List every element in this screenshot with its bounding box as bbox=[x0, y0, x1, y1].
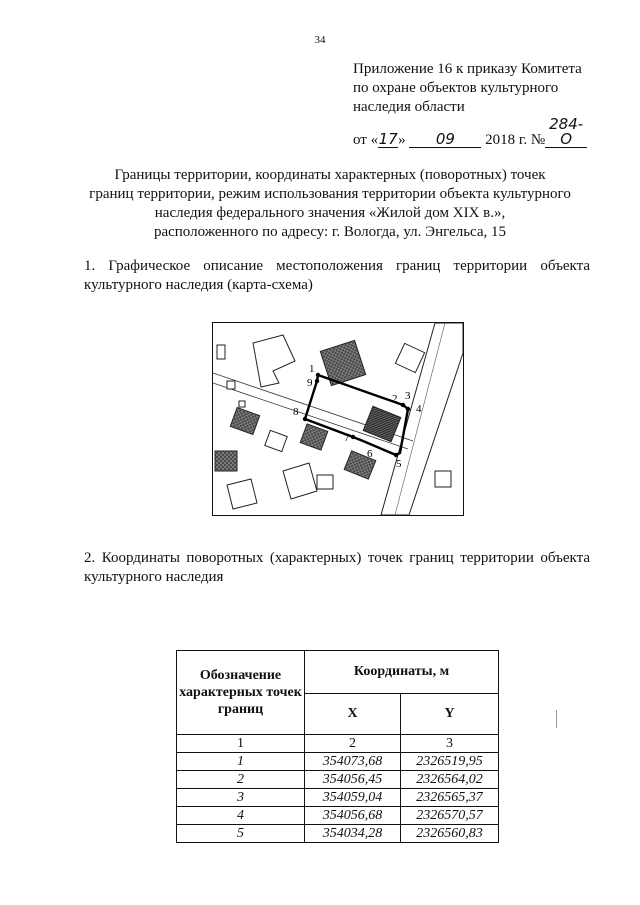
coord-y: 2326560,83 bbox=[401, 825, 499, 843]
building bbox=[317, 475, 333, 489]
point-number: 2 bbox=[177, 771, 305, 789]
section-line: 1. Графическое описание местоположения границ территории объекта bbox=[84, 258, 590, 274]
date-prefix: от « bbox=[353, 132, 379, 148]
header-coordinates: Координаты, м bbox=[305, 651, 499, 694]
point-label: 6 bbox=[367, 448, 373, 460]
point-label: 9 bbox=[307, 377, 313, 389]
point-number: 5 bbox=[177, 825, 305, 843]
coordinates-table bbox=[176, 650, 499, 843]
building-hatched bbox=[215, 451, 237, 471]
table-row bbox=[177, 771, 499, 789]
table-row bbox=[177, 789, 499, 807]
point-label: 5 bbox=[396, 458, 402, 470]
point-label: 3 bbox=[405, 390, 411, 402]
title-line: расположенного по адресу: г. Вологда, ул. Энгельса, 15 bbox=[153, 224, 507, 240]
building-hatched bbox=[300, 424, 328, 450]
building bbox=[265, 430, 287, 451]
building bbox=[395, 343, 424, 372]
date-day-suffix: » bbox=[398, 132, 406, 148]
section-line: 2. Координаты поворотных (характерных) точек границ территории объекта bbox=[84, 550, 590, 566]
title-line: Границы территории, координаты характерных (поворотных) точек bbox=[114, 167, 546, 183]
building bbox=[217, 345, 225, 359]
boundary-point bbox=[394, 453, 398, 457]
site-map-drawing bbox=[213, 323, 463, 515]
boundary-point bbox=[351, 435, 355, 439]
column-number: 2 bbox=[305, 735, 401, 753]
building bbox=[435, 471, 451, 487]
table-colnum-row bbox=[177, 735, 499, 753]
coord-y: 2326570,57 bbox=[401, 807, 499, 825]
title-line: границ территории, режим использования территории объекта культурного bbox=[89, 186, 571, 202]
point-label: 4 bbox=[416, 403, 422, 415]
document-title bbox=[60, 166, 600, 242]
handwritten-month: 09 bbox=[409, 132, 481, 148]
section-line: культурного наследия bbox=[84, 569, 224, 585]
coord-x: 354073,68 bbox=[305, 753, 401, 771]
site-map bbox=[212, 322, 464, 516]
section-line: культурного наследия (карта-схема) bbox=[84, 277, 313, 293]
header-y: Y bbox=[401, 694, 499, 735]
title-line: наследия федерального значения «Жилой дом XIX в.», bbox=[154, 205, 506, 221]
column-number: 3 bbox=[401, 735, 499, 753]
page-number: 34 bbox=[314, 34, 326, 46]
shed bbox=[227, 381, 235, 389]
boundary-point bbox=[303, 417, 307, 421]
building bbox=[253, 335, 295, 387]
table-row bbox=[177, 753, 499, 771]
boundary-point bbox=[401, 403, 405, 407]
appendix-header bbox=[353, 60, 623, 150]
point-label: 1 bbox=[309, 363, 315, 375]
point-label: 2 bbox=[392, 393, 398, 405]
coord-x: 354056,68 bbox=[305, 807, 401, 825]
boundary-point bbox=[406, 407, 410, 411]
handwritten-number: 284-О bbox=[545, 117, 587, 148]
table-row bbox=[177, 807, 499, 825]
header-designation: Обозначение характерных точек границ bbox=[177, 651, 305, 735]
heritage-building bbox=[363, 406, 401, 441]
appendix-date-line bbox=[353, 117, 623, 150]
point-number: 4 bbox=[177, 807, 305, 825]
building-hatched bbox=[230, 407, 259, 434]
section-2-heading bbox=[84, 549, 590, 587]
coord-x: 354034,28 bbox=[305, 825, 401, 843]
date-year: 2018 г. № bbox=[485, 132, 546, 148]
building bbox=[283, 463, 317, 499]
appendix-line: Приложение 16 к приказу Комитета bbox=[353, 61, 582, 77]
coord-y: 2326564,02 bbox=[401, 771, 499, 789]
handwritten-day: 17 bbox=[378, 130, 398, 148]
header-x: X bbox=[305, 694, 401, 735]
boundary-point bbox=[315, 379, 319, 383]
column-number: 1 bbox=[177, 735, 305, 753]
table-header-row bbox=[177, 651, 499, 694]
shed bbox=[239, 401, 245, 407]
point-number: 1 bbox=[177, 753, 305, 771]
point-label: 8 bbox=[293, 406, 299, 418]
building bbox=[227, 479, 257, 509]
point-label: 7 bbox=[344, 432, 350, 444]
coord-x: 354056,45 bbox=[305, 771, 401, 789]
appendix-line: наследия области bbox=[353, 99, 465, 115]
section-1-heading bbox=[84, 257, 590, 295]
appendix-line: по охране объектов культурного bbox=[353, 80, 559, 96]
point-number: 3 bbox=[177, 789, 305, 807]
table-row bbox=[177, 825, 499, 843]
coord-y: 2326565,37 bbox=[401, 789, 499, 807]
boundary-point bbox=[316, 373, 320, 377]
coord-x: 354059,04 bbox=[305, 789, 401, 807]
coord-y: 2326519,95 bbox=[401, 753, 499, 771]
margin-mark bbox=[556, 710, 557, 728]
